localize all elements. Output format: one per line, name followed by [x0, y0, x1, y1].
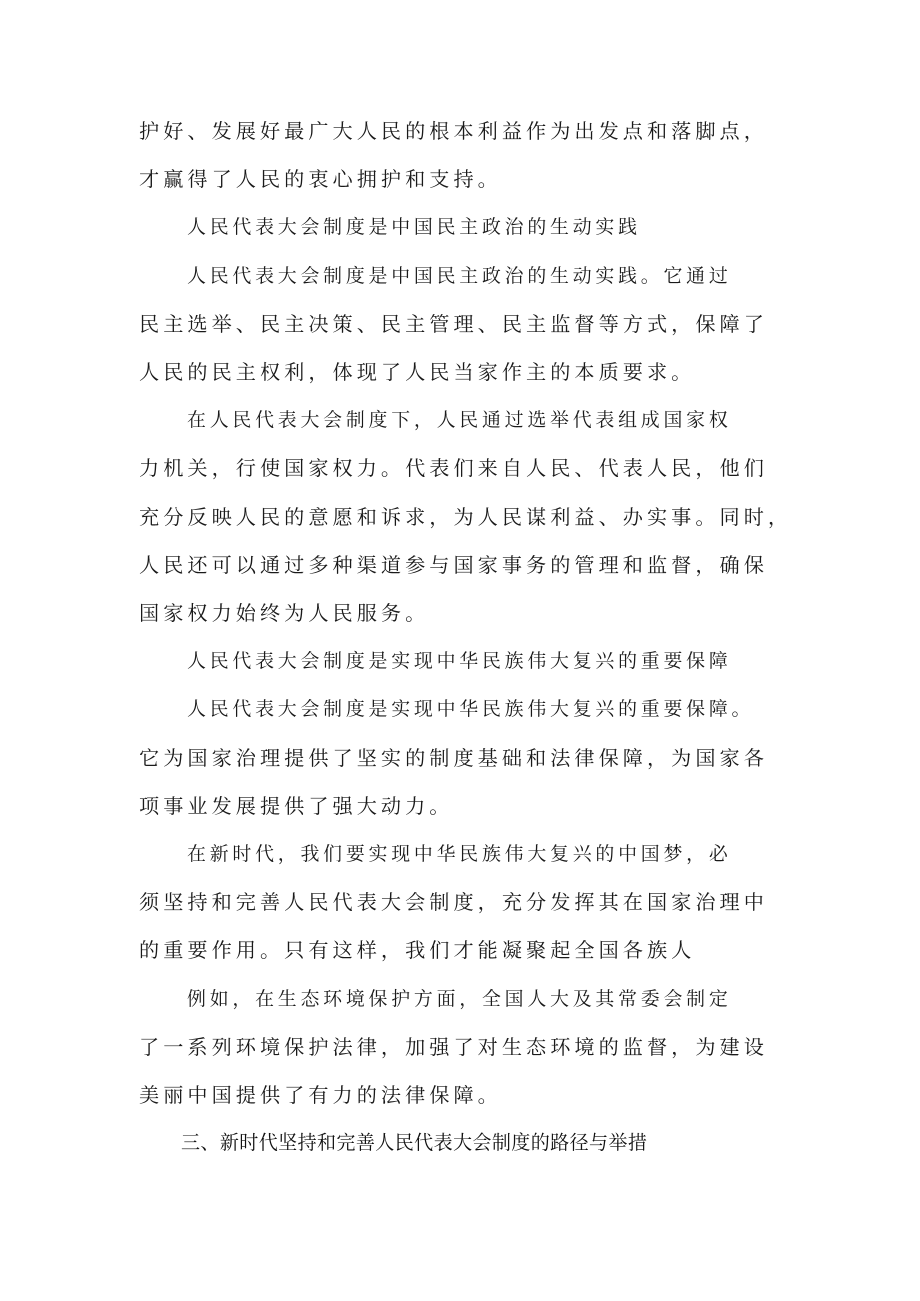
body-line-10: 国家权力始终为人民服务。 [139, 601, 430, 625]
body-line-1: 护好、发展好最广大人民的根本利益作为出发点和落脚点， [139, 119, 768, 143]
body-line-7: 力机关，行使国家权力。代表们来自人民、代表人民，他们 [139, 456, 768, 480]
subheading-1: 人民代表大会制度是中国民主政治的生动实践 [187, 216, 641, 238]
body-line-17: 例如，在生态环境保护方面，全国人大及其常委会制定 [187, 988, 732, 1010]
body-line-4: 民主选举、民主决策、民主管理、民主监督等方式，保障了 [139, 312, 768, 336]
subheading-2: 人民代表大会制度是实现中华民族伟大复兴的重要保障 [187, 650, 732, 672]
body-line-3: 人民代表大会制度是中国民主政治的生动实践。它通过 [187, 265, 732, 287]
body-line-8: 充分反映人民的意愿和诉求，为人民谋利益、办实事。同时， [139, 505, 793, 529]
body-line-2: 才赢得了人民的衷心拥护和支持。 [139, 167, 502, 191]
body-line-11: 人民代表大会制度是实现中华民族伟大复兴的重要保障。 [187, 698, 755, 720]
body-line-15: 须坚持和完善人民代表大会制度，充分发挥其在国家治理中 [139, 890, 768, 914]
body-line-14: 在新时代，我们要实现中华民族伟大复兴的中国梦，必 [187, 843, 732, 865]
body-line-6: 在人民代表大会制度下，人民通过选举代表组成国家权 [187, 409, 732, 431]
section-heading: 三、新时代坚持和完善人民代表大会制度的路径与举措 [181, 1132, 648, 1154]
body-line-5: 人民的民主权利，体现了人民当家作主的本质要求。 [139, 360, 696, 384]
body-line-12: 它为国家治理提供了坚实的制度基础和法律保障，为国家各 [139, 746, 768, 770]
body-line-19: 美丽中国提供了有力的法律保障。 [139, 1083, 502, 1107]
body-line-18: 了一系列环境保护法律，加强了对生态环境的监督，为建设 [139, 1035, 768, 1059]
body-line-13: 项事业发展提供了强大动力。 [139, 794, 454, 818]
body-line-16: 的重要作用。只有这样，我们才能凝聚起全国各族人 [139, 938, 696, 962]
body-line-9: 人民还可以通过多种渠道参与国家事务的管理和监督，确保 [139, 553, 768, 577]
